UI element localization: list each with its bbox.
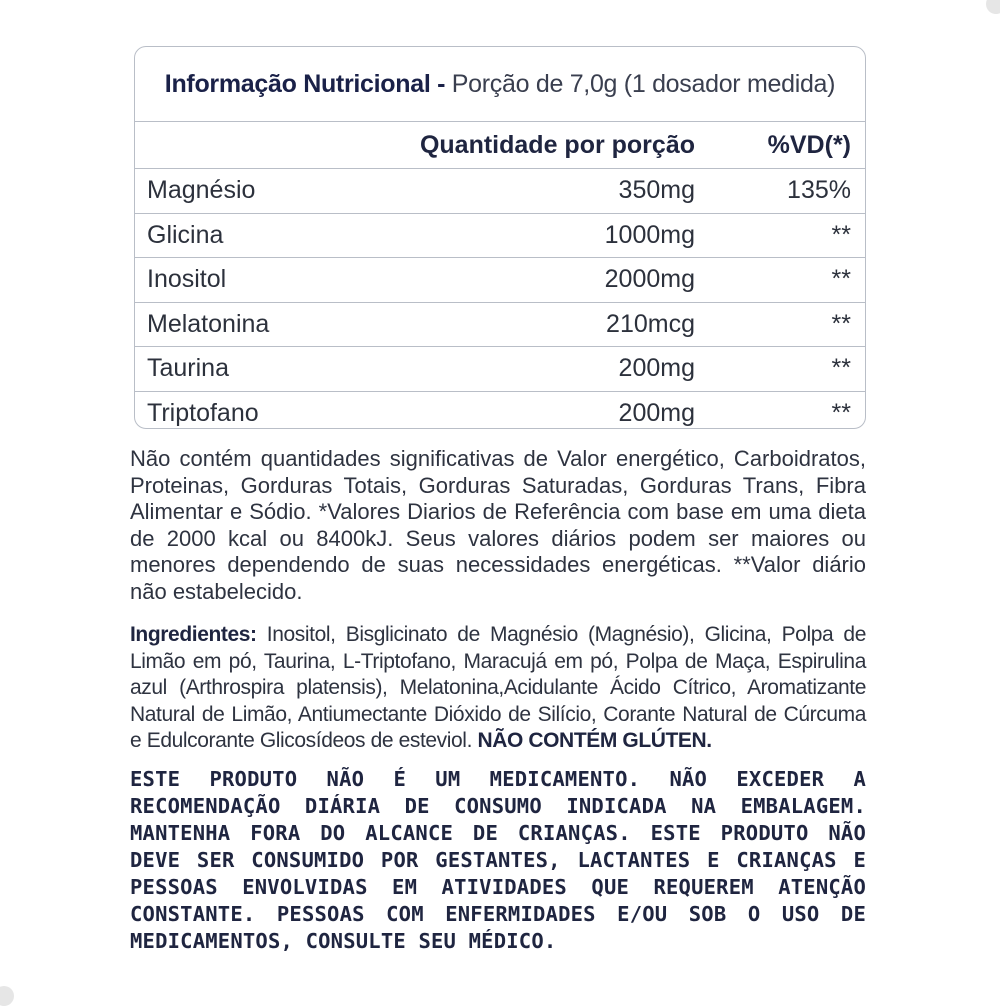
- ingredients-label: Ingredientes:: [130, 623, 257, 646]
- row-vd: **: [831, 265, 851, 293]
- row-vd: **: [831, 354, 851, 382]
- row-quantity: 200mg: [618, 398, 695, 427]
- row-vd: **: [831, 398, 851, 427]
- corner-decoration: [0, 986, 14, 1006]
- row-name: Magnésio: [147, 176, 256, 204]
- header-quantity: Quantidade por porção: [419, 131, 695, 159]
- table-row: [135, 392, 865, 430]
- row-quantity: 350mg: [618, 176, 695, 204]
- table-header-row: [135, 122, 865, 169]
- table-title: [135, 47, 865, 122]
- table-row: [135, 214, 865, 259]
- gluten-statement: NÃO CONTÉM GLÚTEN.: [477, 729, 712, 752]
- table-row: [135, 303, 865, 348]
- table-row: [135, 169, 865, 214]
- warning-paragraph: ESTE PRODUTO NÃO É UM MEDICAMENTO. NÃO EXCEDER A RECOMENDAÇÃO DIÁRIA DE CONSUMO INDICADA NA EMBALAGEM. MANTENHA FORA DO ALCANCE DE CRIANÇAS. ESTE PRODUTO NÃO DEVE SER CONSUMIDO POR GESTANTES, LACTANTES E CRIANÇAS E PESSOAS ENVOLVIDAS EM ATIVIDADES QUE REQUEREM ATENÇÃO CONSTANTE. PESSOAS COM ENFERMIDADES E/OU SOB O USO DE MEDICAMENTOS, CONSULTE SEU MÉDICO.: [130, 767, 866, 953]
- row-name: Inositol: [147, 265, 227, 293]
- row-quantity: 1000mg: [604, 220, 695, 249]
- row-quantity: 200mg: [618, 354, 695, 382]
- row-quantity: 2000mg: [604, 265, 695, 293]
- row-name: Melatonina: [147, 309, 270, 338]
- corner-decoration: [986, 0, 1000, 14]
- ingredients-paragraph: [130, 622, 866, 755]
- row-quantity: 210mcg: [606, 309, 695, 338]
- table-title-serving: Porção de 7,0g (1 dosador medida): [445, 70, 836, 98]
- row-vd: 135%: [787, 176, 851, 204]
- table-title-bold: Informação Nutricional -: [164, 70, 446, 98]
- ingredients-list: Inositol, Bisglicinato de Magnésio (Magnésio), Glicina, Polpa de Limão em pó, Taurina, L-Triptofano, Maracujá em pó, Polpa de Maça, Espirulina azul (Arthrospira platensis), Melatonina,Acidulante Ácido Cítrico, Aromatizante Natural de Limão, Antiumectante Dióxido de Silício, Corante Natural de Cúrcuma e Edulcorante Glicosídeos de esteviol.: [130, 623, 866, 752]
- nutrition-notes: Não contém quantidades significativas de Valor energético, Carboidratos, Proteinas, Gorduras Totais, Gorduras Saturadas, Gorduras Trans, Fibra Alimentar e Sódio. *Valores Diarios de Referência com base em uma dieta de 2000 kcal ou 8400kJ. Seus valores diários podem ser maiores ou menores dependendo de suas necessidades energéticas. **Valor diário não estabelecido.: [130, 446, 866, 604]
- row-vd: **: [831, 309, 851, 338]
- header-vd: %VD(*): [767, 131, 851, 159]
- row-name: Glicina: [147, 220, 224, 249]
- row-name: Taurina: [147, 354, 229, 382]
- table-row: [135, 347, 865, 392]
- nutrition-table: [134, 46, 866, 429]
- row-vd: **: [831, 220, 851, 249]
- row-name: Triptofano: [147, 398, 259, 427]
- table-row: [135, 258, 865, 303]
